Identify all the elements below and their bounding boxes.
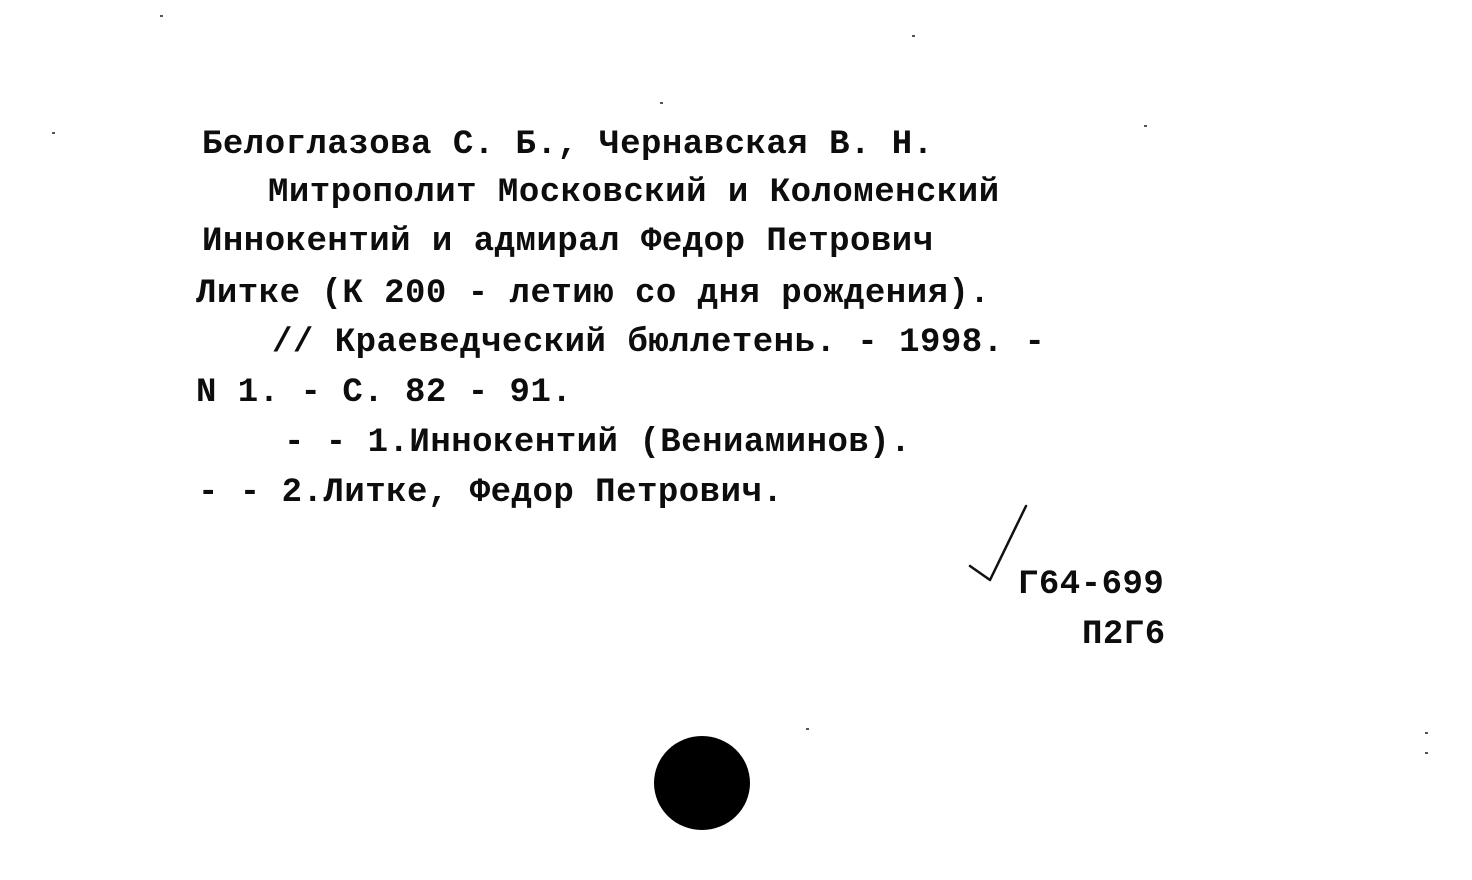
card-title-line-3: Литке (К 200 - летию со дня рождения). xyxy=(196,275,991,313)
card-title-line-2: Иннокентий и адмирал Федор Петрович xyxy=(202,223,934,261)
speck xyxy=(912,35,915,37)
card-subject-1: - - 1.Иннокентий (Вениаминов). xyxy=(284,424,912,462)
speck xyxy=(160,15,163,17)
speck xyxy=(806,728,809,730)
shelf-code: П2Г6 xyxy=(1082,616,1166,654)
speck xyxy=(1144,125,1147,127)
card-authors: Белоглазова С. Б., Чернавская В. Н. xyxy=(202,126,934,164)
speck xyxy=(1425,752,1428,754)
speck xyxy=(660,102,663,104)
classification-code: Г64-699 xyxy=(1018,566,1165,604)
speck xyxy=(52,132,55,134)
card-subject-2: - - 2.Литке, Федор Петрович. xyxy=(198,474,784,512)
speck xyxy=(1425,732,1428,734)
card-source-line-2: N 1. - С. 82 - 91. xyxy=(196,374,573,412)
card-source-line-1: // Краеведческий бюллетень. - 1998. - xyxy=(272,324,1046,362)
punch-hole xyxy=(654,736,750,830)
card-title-line-1: Митрополит Московский и Коломенский xyxy=(268,174,1000,212)
